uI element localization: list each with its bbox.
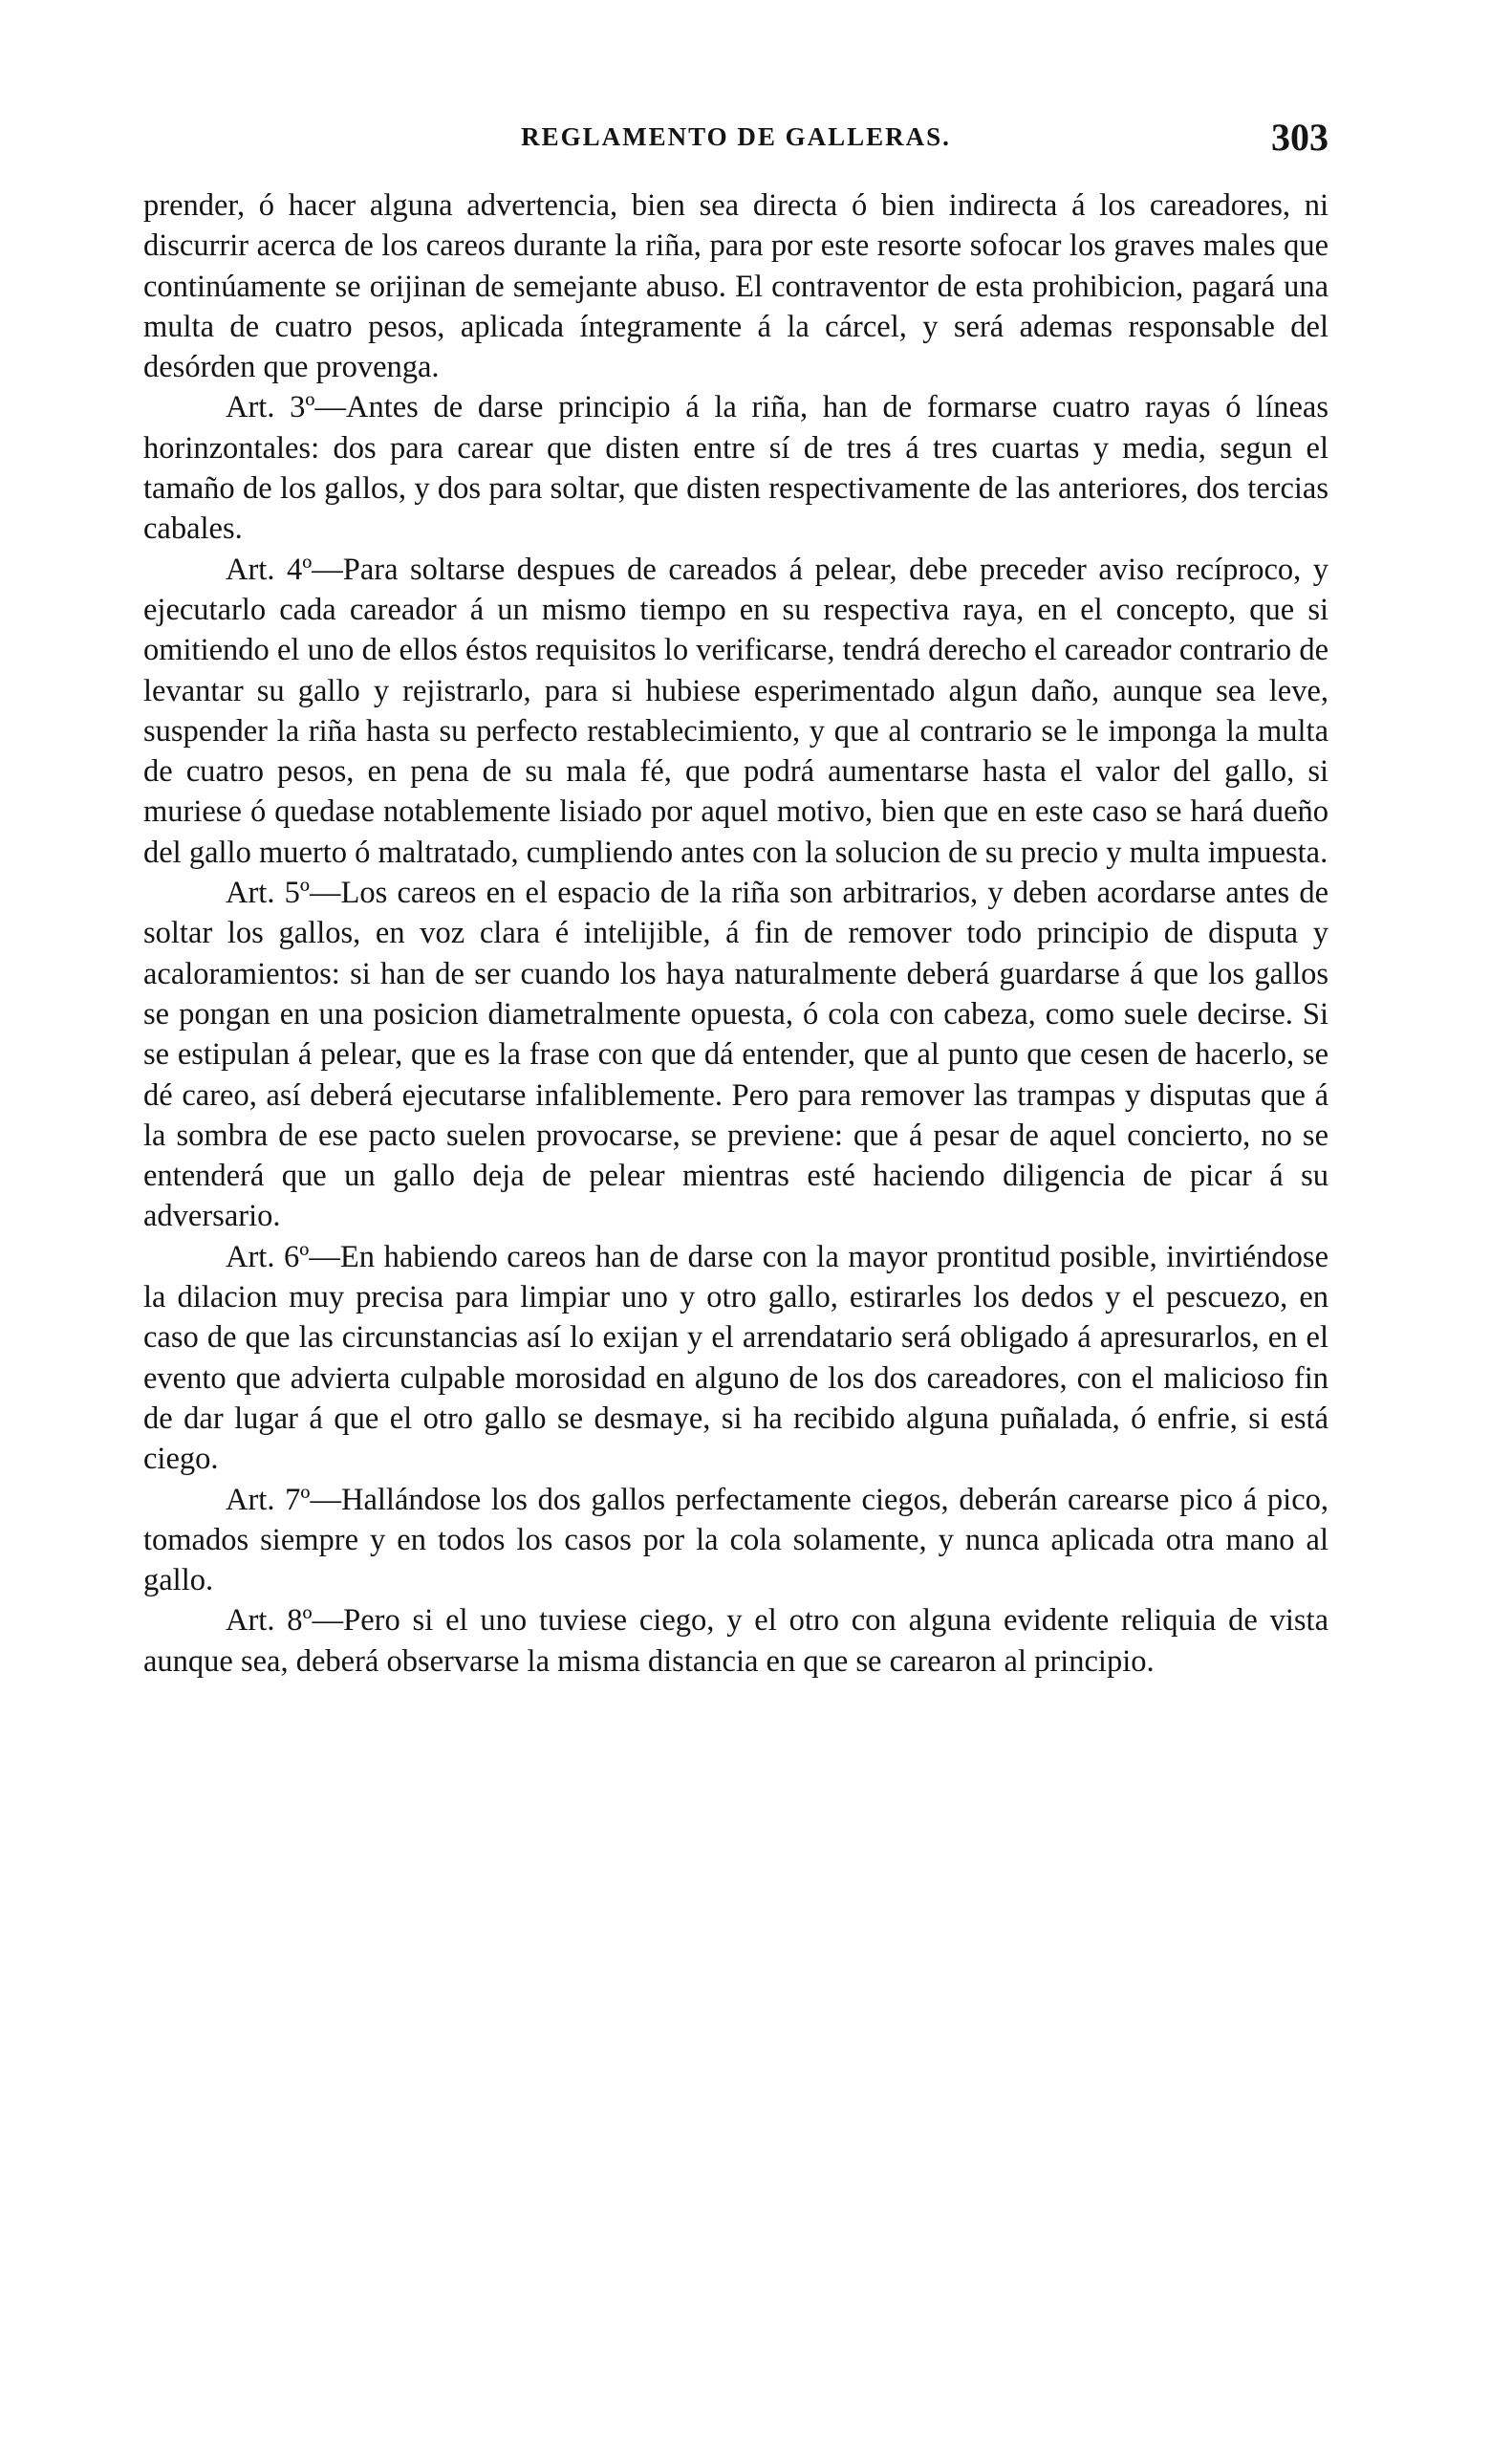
article-8 (143, 1600, 1328, 1682)
article-6 (143, 1237, 1328, 1480)
article-3 (143, 387, 1328, 549)
article-text: Los careos en el espacio de la riña son arbitrarios, y deben acordarse antes de soltar los gallos, en voz clara é intelijible, á fin de remover todo principio de disputa y acaloramientos: si han de ser cuando los haya naturalmente deberá guardarse á que los gallos se pongan en una posicion diametralmente opuesta, ó cola con cabeza, como suele decirse. Si se estipulan á pelear, que es la frase con que dá entender, que al punto que cesen de hacerlo, se dé careo, así deberá ejecutarse infaliblemente. Pero para remover las trampas y disputas que á la sombra de ese pacto suelen provocarse, se previene: que á pesar de aquel concierto, no se entenderá que un gallo deja de pelear mientras esté haciendo diligencia de picar á su adversario. (143, 876, 1328, 1234)
book-page (143, 115, 1328, 2409)
article-label: Art. 5º— (226, 876, 341, 911)
article-7 (143, 1480, 1328, 1601)
body-text (143, 185, 1328, 1682)
article-label: Art. 7º— (226, 1482, 341, 1517)
paragraph-continuation (143, 185, 1328, 387)
paragraph-text: prender, ó hacer alguna advertencia, bien sea directa ó bien indirecta á los careadores, ni discurrir acerca de los careos durante la riña, para por este resorte sofocar los graves males que continúamente se orijinan de semejante abuso. El contraventor de esta prohibicion, pagará una multa de cuatro pesos, aplicada íntegramente á la cárcel, y será ademas responsable del desórden que provenga. (143, 188, 1328, 385)
article-5 (143, 873, 1328, 1237)
article-label: Art. 4º— (226, 552, 343, 587)
article-label: Art. 8º— (226, 1603, 344, 1639)
article-text: En habiendo careos han de darse con la mayor prontitud posible, invirtiéndose la dilacion muy precisa para limpiar uno y otro gallo, estirarles los dedos y el pescuezo, en caso de que las circunstancias así lo exijan y el arrendatario será obligado á apresurarlos, en el evento que advierta culpable morosidad en alguno de los dos careadores, con el malicioso fin de dar lugar á que el otro gallo se desmaye, si ha recibido alguna puñalada, ó enfrie, si está ciego. (143, 1239, 1328, 1477)
article-text: Antes de darse principio á la riña, han de formarse cuatro rayas ó líneas horinzontales: dos para carear que disten entre sí de tres á tres cuartas y media, segun el tamaño de los gallos, y dos para soltar, que disten respectivamente de las anteriores, dos tercias cabales. (143, 390, 1328, 547)
page-number: 303 (1271, 116, 1328, 159)
article-text: Pero si el uno tuviese ciego, y el otro con alguna evidente reliquia de vista aunque sea, deberá observarse la misma distancia en que se carearon al principio. (143, 1603, 1328, 1679)
article-label: Art. 3º— (226, 390, 346, 425)
running-title: REGLAMENTO DE GALLERAS. (521, 122, 951, 151)
running-header (143, 115, 1328, 172)
article-text: Para soltarse despues de careados á pelear, debe preceder aviso recíproco, y ejecutarlo cada careador á un mismo tiempo en su respectiva raya, en el concepto, que si omitiendo el uno de ellos éstos requisitos lo verificarse, tendrá derecho el careador contrario de levantar su gallo y rejistrarlo, para si hubiese esperimentado algun daño, aunque sea leve, suspender la riña hasta su perfecto restablecimiento, y que al contrario se le imponga la multa de cuatro pesos, en pena de su mala fé, que podrá aumentarse hasta el valor del gallo, si muriese ó quedase notablemente lisiado por aquel motivo, bien que en este caso se hará dueño del gallo muerto ó maltratado, cumpliendo antes con la solucion de su precio y multa impuesta. (143, 552, 1328, 870)
article-4 (143, 550, 1328, 873)
article-text: Hallándose los dos gallos perfectamente ciegos, deberán carearse pico á pico, tomados siempre y en todos los casos por la cola solamente, y nunca aplicada otra mano al gallo. (143, 1482, 1328, 1598)
article-label: Art. 6º— (226, 1239, 340, 1274)
